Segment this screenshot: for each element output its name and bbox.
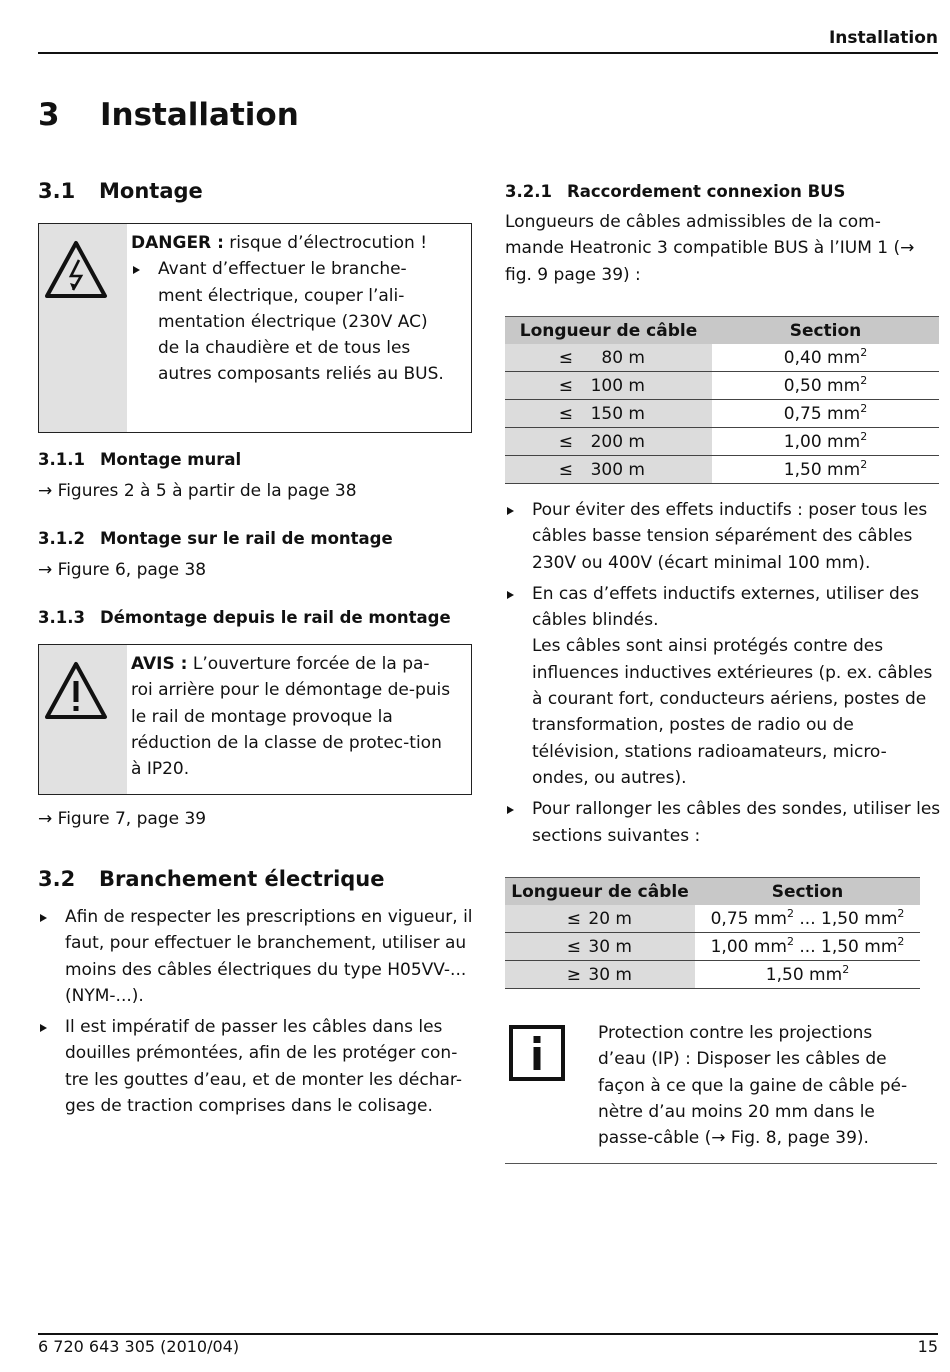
column-header: Section (695, 878, 920, 906)
table-row (505, 933, 920, 961)
list-item: Pour rallonger les câbles des sondes, utiliser les sections suivantes : (505, 796, 941, 849)
section-3-2-1-heading (505, 182, 845, 201)
exponent: 2 (897, 906, 905, 920)
section-title: Branchement électrique (99, 867, 385, 891)
footer-rule (38, 1333, 938, 1335)
info-icon (508, 1024, 566, 1086)
table-row (505, 400, 939, 428)
section-title: Montage (99, 179, 203, 203)
section-3-1-1-heading (38, 450, 241, 469)
danger-box (38, 223, 472, 433)
subsection-number: 3.2.1 (505, 182, 552, 201)
figure-reference: → Figure 7, page 39 (38, 809, 207, 829)
section-number: 3.2 (38, 867, 76, 891)
operator: ≤ (558, 403, 573, 424)
section-value: 1,50 mm (765, 964, 843, 985)
figure-reference: → Figures 2 à 5 à partir de la page 38 (38, 481, 357, 501)
operator: ≤ (566, 936, 581, 957)
column-header: Section (712, 317, 939, 345)
section-value: 0,50 mm (783, 375, 861, 396)
column-header: Longueur de câble (505, 317, 712, 345)
notice-label: AVIS : (131, 654, 188, 674)
subsection-title: Montage sur le rail de montage (100, 529, 393, 548)
document-number: 6 720 643 305 (2010/04) (38, 1337, 240, 1356)
section-max: 1,50 mm (821, 908, 898, 929)
subsection-title: Démontage depuis le rail de montage (100, 608, 451, 627)
section-value: 0,75 mm (783, 403, 861, 424)
list-item: Pour éviter des effets inductifs : poser tous les câbles basse tension séparément des câbles 230V ou 400V (écart minimal 100 mm). (505, 497, 941, 576)
notice-box (38, 644, 472, 795)
section-value: 1,00 mm (783, 431, 861, 452)
section-value: 1,50 mm (783, 459, 861, 480)
electric-hazard-icon (43, 238, 109, 306)
notice-content (131, 651, 451, 782)
notice-text: L’ouverture forcée de la pa-roi arrière pour le démontage de-puis le rail de montage provoque la réduction de la classe de protec-tion à IP20. (131, 654, 451, 780)
list-item: Avant d’effectuer le branche-ment électrique, couper l’ali-mentation électrique (230V AC) de la chaudière et de tous les autres composants reliés au BUS. (131, 256, 451, 387)
operator: ≤ (558, 375, 573, 396)
figure-reference: → Figure 6, page 38 (38, 560, 207, 580)
bullet-continuation: Les câbles sont ainsi protégés contre des influences inductives extérieures (p. ex. câbles à courant fort, conducteurs aériens, postes de transformation, postes de radio ou de télévision, stations radioamateurs, micro-ondes, ou autres). (532, 636, 933, 788)
table-row (505, 456, 939, 484)
bus-bullets (505, 497, 941, 849)
range-separator: ... (793, 936, 822, 957)
length-value: 200 m (590, 431, 645, 452)
sensor-cable-table (505, 877, 920, 989)
operator: ≤ (558, 459, 573, 480)
section-3-1-3-heading (38, 608, 451, 627)
length-value: 80 m (601, 347, 645, 368)
exponent: 2 (860, 401, 868, 415)
exponent: 2 (786, 934, 794, 948)
section-number: 3.1 (38, 179, 76, 203)
operator: ≤ (566, 908, 581, 929)
bus-cable-table (505, 316, 939, 484)
section-min: 0,75 mm (710, 908, 787, 929)
exponent: 2 (860, 345, 868, 359)
range-separator: ... (793, 908, 822, 929)
danger-label: DANGER : (131, 233, 224, 253)
table-row (505, 344, 939, 372)
length-value: 30 m (588, 964, 632, 985)
subsection-title: Montage mural (100, 450, 242, 469)
list-item: En cas d’effets inductifs externes, utiliser des câbles blindés. (505, 581, 941, 634)
section-3-1-2-heading (38, 529, 393, 548)
info-bottom-rule (505, 1163, 937, 1164)
table-row (505, 372, 939, 400)
bus-intro: Longueurs de câbles admissibles de la com-mande Heatronic 3 compatible BUS à l’IUM 1 (→ fig. 9 page 39) : (505, 212, 915, 285)
chapter-number: 3 (38, 97, 60, 133)
length-value: 300 m (590, 459, 645, 480)
column-header: Longueur de câble (505, 878, 695, 906)
subsection-number: 3.1.1 (38, 450, 85, 469)
length-value: 20 m (588, 908, 632, 929)
header-rule (38, 52, 938, 54)
section-min: 1,00 mm (710, 936, 787, 957)
section-3-2-heading (38, 867, 385, 891)
danger-content (131, 230, 451, 388)
exponent: 2 (860, 429, 868, 443)
danger-text: risque d’électrocution ! (223, 233, 428, 253)
exponent: 2 (860, 373, 868, 387)
table-row (505, 428, 939, 456)
table-row (505, 905, 920, 933)
branchement-bullets (38, 904, 478, 1119)
length-value: 30 m (588, 936, 632, 957)
running-header: Installation (828, 28, 938, 48)
exponent: 2 (842, 962, 850, 976)
table-row (505, 961, 920, 989)
danger-bullets (131, 256, 451, 387)
chapter-title-text: Installation (100, 97, 299, 133)
exponent: 2 (860, 457, 868, 471)
section-value: 0,40 mm (783, 347, 861, 368)
operator: ≥ (566, 964, 581, 985)
list-item: Afin de respecter les prescriptions en vigueur, il faut, pour effectuer le branchement, utiliser au moins des câbles électriques du type H05VV-... (NYM-...). (38, 904, 478, 1009)
warning-icon (43, 659, 109, 727)
page-number: 15 (917, 1337, 938, 1356)
section-3-1-heading (38, 179, 203, 203)
subsection-number: 3.1.3 (38, 608, 85, 627)
operator: ≤ (558, 347, 573, 368)
operator: ≤ (558, 431, 573, 452)
exponent: 2 (897, 934, 905, 948)
length-value: 100 m (590, 375, 645, 396)
chapter-title (38, 97, 299, 133)
length-value: 150 m (590, 403, 645, 424)
list-item: Il est impératif de passer les câbles dans les douilles prémontées, afin de les protéger con-tre les gouttes d’eau, et de monter les déchar-ges de traction comprises dans le colisage. (38, 1014, 478, 1119)
exponent: 2 (786, 906, 794, 920)
subsection-number: 3.1.2 (38, 529, 85, 548)
subsection-title: Raccordement connexion BUS (567, 182, 846, 201)
section-max: 1,50 mm (821, 936, 898, 957)
info-text: Protection contre les projections d’eau (IP) : Disposer les câbles de façon à ce que la gaine de câble pé-nètre d’au moins 20 mm dans le passe-câble (→ Fig. 8, page 39). (598, 1023, 908, 1149)
